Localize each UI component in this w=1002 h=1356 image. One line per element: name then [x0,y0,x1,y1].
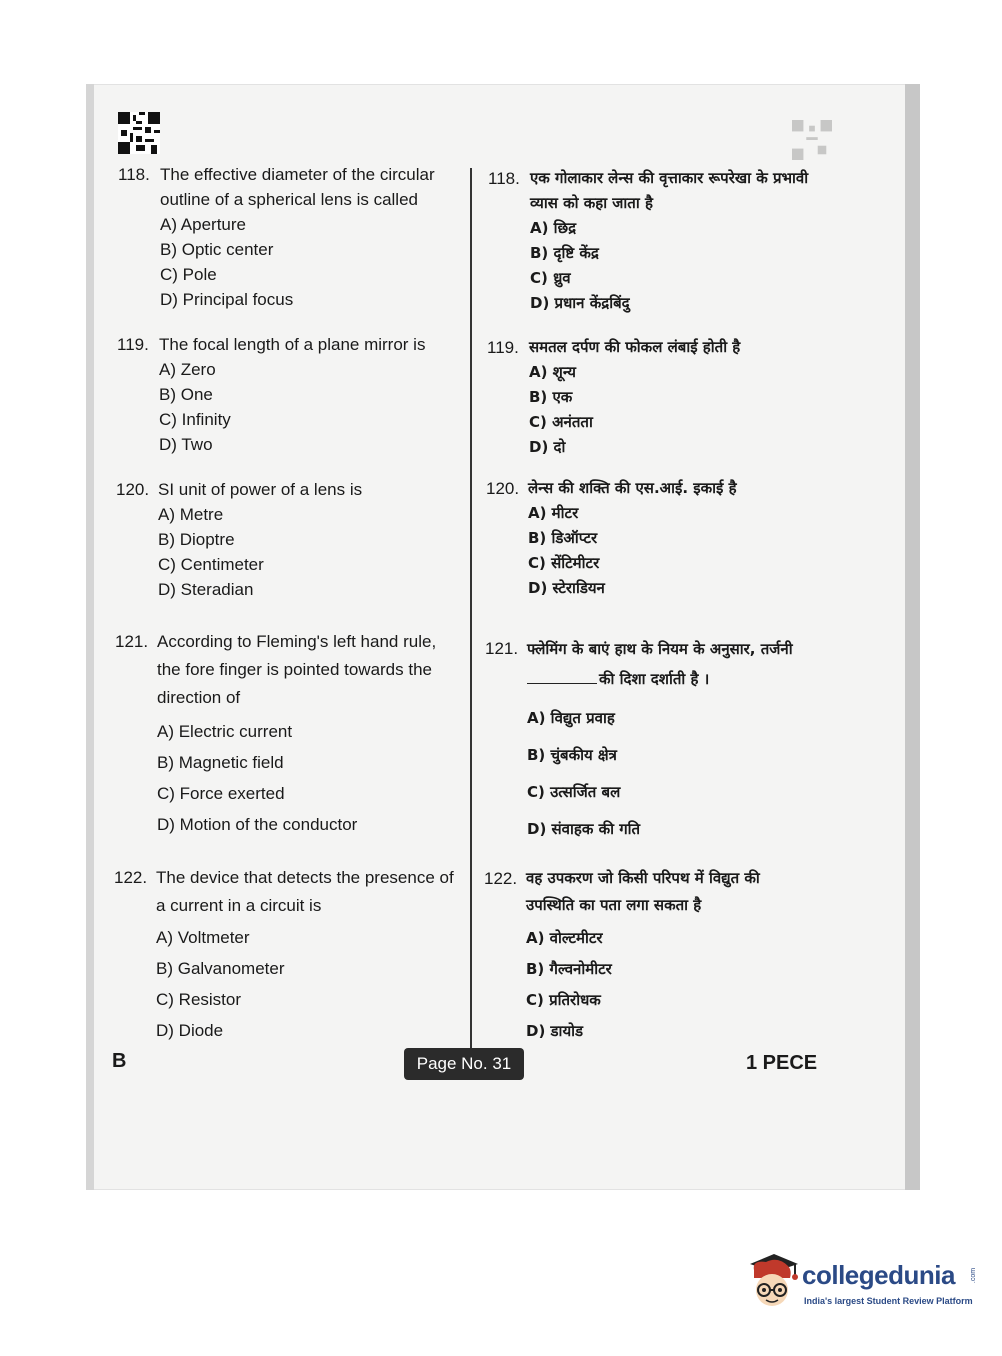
option-c: C) Pole [160,265,217,284]
question-118-en [118,162,458,312]
question-text: लेन्स की शक्ति की एस.आई. इकाई है [528,479,737,497]
fill-in-blank [527,669,597,684]
option-c: C) अनंतता [529,413,593,431]
option-d: D) संवाहक की गति [527,820,641,838]
question-text: समतल दर्पण की फोकल लंबाई होती है [529,338,741,356]
option-a: A) Zero [159,360,216,379]
question-text: According to Fleming's left hand rule, the fore finger is pointed towards the direction of [157,632,437,707]
option-c: C) प्रतिरोधक [526,991,601,1009]
question-119-hi [487,335,817,460]
question-122-hi [484,865,804,1047]
option-a: A) विद्युत प्रवाह [527,709,615,727]
option-b: B) गैल्वनोमीटर [526,960,612,978]
option-d: D) Principal focus [160,290,294,309]
brand-domain-suffix: .com [970,1267,978,1284]
question-118-hi [488,166,818,316]
question-122-en [114,864,454,1046]
question-text: फ्लेमिंग के बाएं हाथ के नियम के अनुसार, तर्जनी [527,640,793,658]
question-number: 119. [487,338,519,357]
option-d: D) Two [159,435,213,454]
option-a: A) Electric current [157,722,293,741]
option-c: C) Infinity [159,410,231,429]
page-number-badge: Page No. 31 [404,1048,524,1080]
option-a: A) मीटर [528,504,579,522]
option-d: D) प्रधान केंद्रबिंदु [530,294,630,312]
question-text: वह उपकरण जो किसी परिपथ में विद्युत की उपस्थिति का पता लगा सकता है [526,869,760,914]
option-b: B) डिऑप्टर [528,529,598,547]
option-a: A) Aperture [160,215,246,234]
option-c: C) Centimeter [158,555,264,574]
option-a: A) Voltmeter [156,928,250,947]
option-b: B) Dioptre [158,530,235,549]
option-d: D) स्टेराडियन [528,579,605,597]
question-121-en [115,628,460,840]
question-text: एक गोलाकार लेन्स की वृत्ताकार रूपरेखा के प्रभावी व्यास को कहा जाता है [530,169,809,212]
option-d: D) Diode [156,1021,224,1040]
brand-tagline: India's largest Student Review Platform [804,1296,973,1306]
column-divider [470,168,472,1048]
option-a: A) छिद्र [530,219,577,237]
option-c: C) ध्रुव [530,269,571,287]
question-number: 121. [485,639,519,658]
question-120-hi [486,476,816,601]
option-d: D) दो [529,438,566,456]
question-text-continued [527,664,815,694]
question-119-en [117,332,457,457]
option-b: B) One [159,385,213,404]
question-text: The effective diameter of the circular outline of a spherical lens is called [160,165,435,209]
option-a: A) Metre [158,505,224,524]
question-121-hi [485,634,815,848]
option-b: B) Optic center [160,240,274,259]
option-b: B) दृष्टि केंद्र [530,244,599,262]
question-text: SI unit of power of a lens is [158,480,363,499]
brand-name: collegedunia [802,1260,955,1290]
sheet-edge-right [905,84,920,1190]
question-120-en [116,477,456,602]
question-number: 121. [115,632,149,651]
option-d: D) Steradian [158,580,254,599]
paper-code: 1 PECE [746,1052,818,1074]
option-c: C) Resistor [156,990,242,1009]
option-a: A) शून्य [529,363,577,381]
booklet-series: B [112,1050,127,1072]
option-c: C) Force exerted [157,784,285,803]
collegedunia-logo [744,1250,976,1316]
student-mascot-icon [744,1250,802,1312]
question-number: 120. [486,479,520,498]
option-a: A) वोल्टमीटर [526,929,603,947]
option-b: B) Galvanometer [156,959,285,978]
question-number: 118. [488,169,520,188]
faint-qr-code-icon [792,120,832,160]
question-number: 122. [114,868,148,887]
option-c: C) उत्सर्जित बल [527,783,621,801]
question-text: The device that detects the presence of a current in a circuit is [156,868,454,915]
option-b: B) चुंबकीय क्षेत्र [527,746,617,764]
question-text: The focal length of a plane mirror is [159,335,426,354]
sheet-edge-left [86,84,94,1190]
qr-code-icon [118,112,160,154]
option-b: B) एक [529,388,573,406]
question-number: 120. [116,480,150,499]
question-number: 118. [118,165,150,184]
option-c: C) सेंटिमीटर [528,554,600,572]
question-number: 119. [117,335,149,354]
option-b: B) Magnetic field [157,753,284,772]
question-number: 122. [484,869,518,888]
option-d: D) डायोड [526,1022,584,1040]
option-d: D) Motion of the conductor [157,815,358,834]
question-text-tail: की दिशा दर्शाती है । [599,670,710,688]
